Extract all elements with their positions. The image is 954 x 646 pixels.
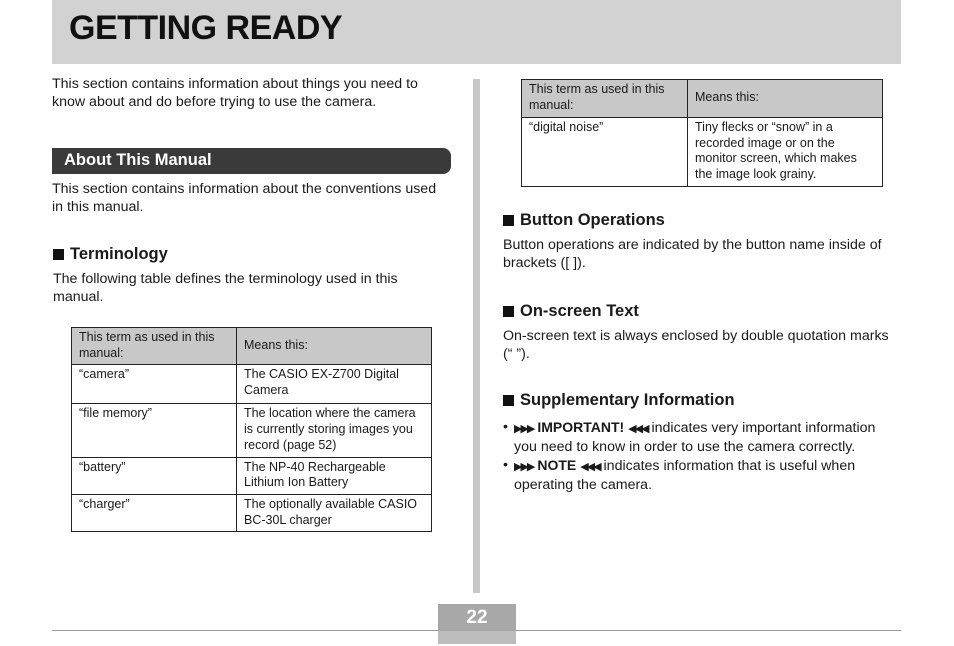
table-header-row bbox=[72, 328, 432, 365]
table-row bbox=[72, 494, 432, 531]
button-operations-heading-label: Button Operations bbox=[520, 211, 665, 229]
table-header-term: This term as used in this manual: bbox=[522, 80, 688, 118]
table-cell-term: “digital noise” bbox=[522, 118, 688, 187]
section-heading-bar bbox=[52, 148, 451, 174]
supplementary-heading-label: Supplementary Information bbox=[520, 391, 735, 409]
table-cell-term: “file memory” bbox=[72, 404, 237, 457]
arrow-right-icon: ▶▶▶ bbox=[514, 423, 534, 435]
table-row bbox=[72, 457, 432, 494]
page-number-box bbox=[438, 604, 516, 644]
column-divider bbox=[473, 79, 480, 593]
terminology-table-continued bbox=[521, 79, 883, 187]
arrow-right-icon: ▶▶▶ bbox=[514, 461, 534, 473]
about-text: This section contains information about the conventions used in this manual. bbox=[52, 181, 437, 215]
important-text: indicates very important information you need to know in order to use the camera correctly. bbox=[514, 420, 876, 455]
onscreen-text-block bbox=[503, 302, 898, 363]
onscreen-text-text: On-screen text is always enclosed by double quotation marks (“ ”). bbox=[503, 328, 889, 362]
terminology-block bbox=[53, 245, 448, 306]
table-cell-term: “camera” bbox=[72, 365, 237, 404]
button-operations-block bbox=[503, 211, 898, 272]
table-header-means: Means this: bbox=[688, 80, 883, 118]
terminology-table bbox=[71, 327, 432, 532]
terminology-text: The following table defines the terminology used in this manual. bbox=[53, 271, 398, 305]
square-bullet-icon bbox=[503, 395, 514, 406]
square-bullet-icon bbox=[53, 249, 64, 260]
table-header-row bbox=[522, 80, 883, 118]
terminology-heading bbox=[53, 245, 448, 264]
bullet-dot-icon: • bbox=[503, 457, 508, 473]
onscreen-text-heading-label: On-screen Text bbox=[520, 302, 639, 320]
table-header-term: This term as used in this manual: bbox=[72, 328, 237, 365]
supplementary-list bbox=[503, 418, 898, 494]
supplementary-heading bbox=[503, 391, 898, 410]
list-item bbox=[503, 456, 898, 494]
page-number: 22 bbox=[466, 607, 488, 628]
square-bullet-icon bbox=[503, 306, 514, 317]
table-cell-means: The CASIO EX-Z700 Digital Camera bbox=[237, 365, 432, 404]
important-label: IMPORTANT! bbox=[537, 419, 625, 435]
title-bar bbox=[52, 0, 901, 64]
terminology-heading-label: Terminology bbox=[70, 245, 168, 263]
table-cell-means: Tiny flecks or “snow” in a recorded image or on the monitor screen, which makes the image look grainy. bbox=[688, 118, 883, 187]
button-operations-text: Button operations are indicated by the button name inside of brackets ([ ]). bbox=[503, 237, 882, 271]
section-heading: About This Manual bbox=[64, 151, 212, 169]
table-cell-means: The optionally available CASIO BC-30L charger bbox=[237, 494, 432, 531]
bullet-dot-icon: • bbox=[503, 419, 508, 435]
left-column bbox=[52, 76, 452, 111]
onscreen-text-heading bbox=[503, 302, 898, 321]
table-row bbox=[72, 365, 432, 404]
note-label: NOTE bbox=[537, 457, 577, 473]
square-bullet-icon bbox=[503, 215, 514, 226]
note-text: indicates information that is useful when operating the camera. bbox=[514, 458, 856, 493]
table-cell-term: “battery” bbox=[72, 457, 237, 494]
table-cell-means: The location where the camera is currently storing images you record (page 52) bbox=[237, 404, 432, 457]
table-cell-means: The NP-40 Rechargeable Lithium Ion Battery bbox=[237, 457, 432, 494]
table-row bbox=[72, 404, 432, 457]
button-operations-heading bbox=[503, 211, 898, 230]
arrow-left-icon: ◀◀◀ bbox=[580, 461, 600, 473]
table-row bbox=[522, 118, 883, 187]
arrow-left-icon: ◀◀◀ bbox=[628, 423, 648, 435]
about-block bbox=[52, 181, 447, 216]
intro-text: This section contains information about things you need to know about and do before trying to use the camera. bbox=[52, 76, 418, 110]
page-title: GETTING READY bbox=[69, 9, 343, 47]
supplementary-block bbox=[503, 391, 898, 494]
list-item bbox=[503, 418, 898, 456]
table-header-means: Means this: bbox=[237, 328, 432, 365]
table-cell-term: “charger” bbox=[72, 494, 237, 531]
